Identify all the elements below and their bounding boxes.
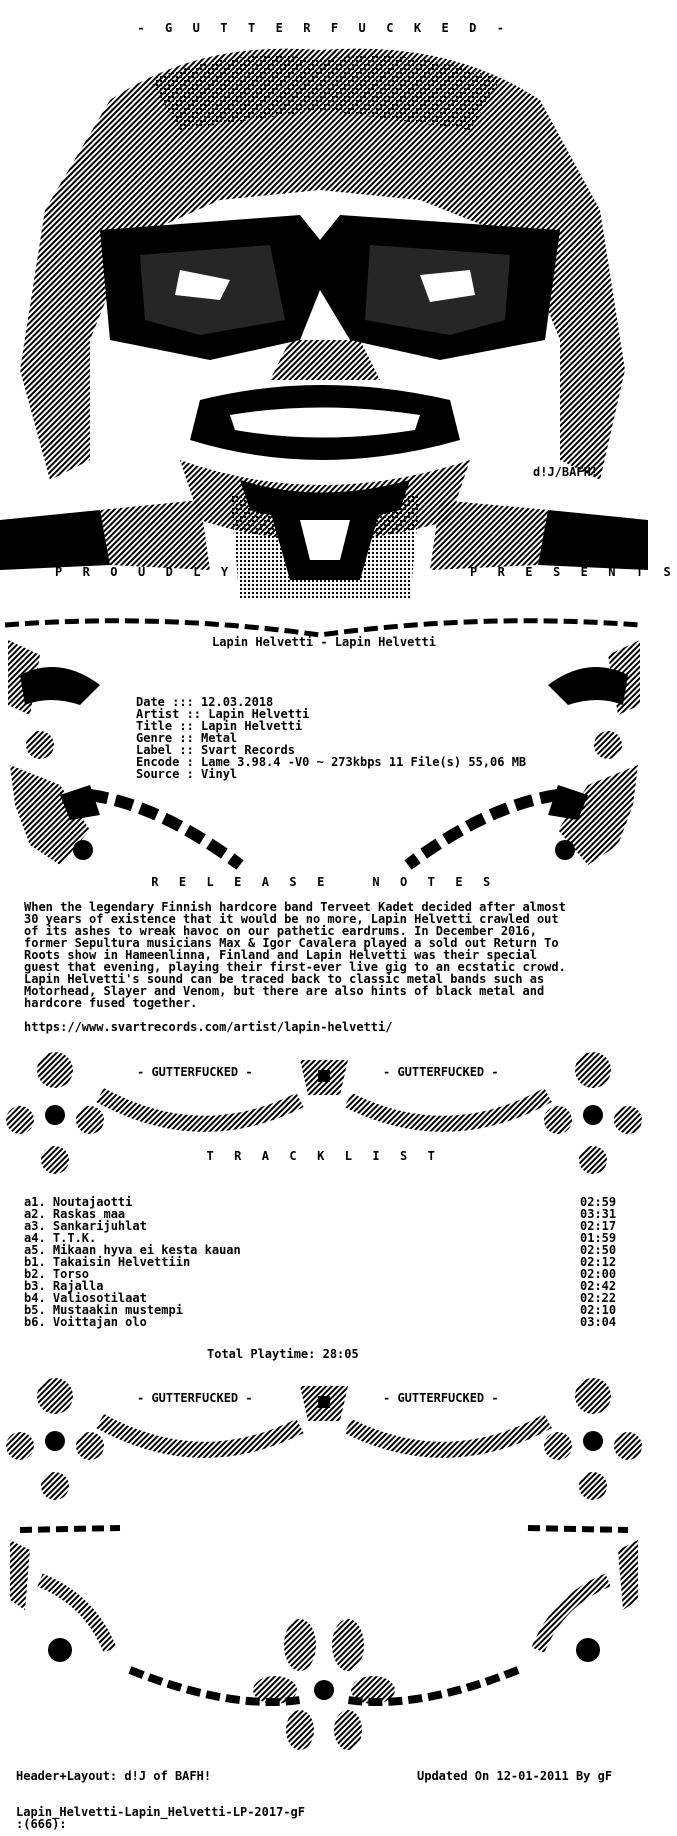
track-label: a2. Raskas maa [24,1207,126,1221]
notes-line: When the legendary Finnish hardcore band Terveet Kadet decided after almost [24,900,566,914]
group-short-label: gF [311,565,326,579]
info-value: Lapin Helvetti [201,719,303,733]
track-list [24,1196,624,1328]
info-row-source [136,768,526,780]
total-playtime: Total Playtime: 28:05 [207,1347,359,1361]
info-key: Date ::: [136,695,194,709]
track-label: a3. Sankarijuhlat [24,1219,147,1233]
info-value: Lame 3.98.4 -V0 ~ 273kbps 11 File(s) 55,06 MB [201,755,527,769]
presents-label: P R E S E N T S [470,565,677,579]
track-label: b3. Rajalla [24,1279,104,1293]
artist-signature: d!J/BAFH! [533,465,599,479]
info-key: Artist :: [136,707,202,721]
track-label: a5. Mikaan hyva ei kesta kauan [24,1243,241,1257]
track-label: b1. Takaisin Helvettiin [24,1255,191,1269]
divider-right-label: - GUTTERFUCKED - [383,1065,499,1079]
track-time: 02:50 [580,1243,617,1257]
info-key: Encode : [136,755,194,769]
track-time: 02:00 [580,1267,617,1281]
track-time: 02:12 [580,1255,617,1269]
info-value: Metal [201,731,238,745]
notes-line: former Sepultura musicians Max & Igor Cavalera played a sold out Return To [24,936,559,950]
notes-line: guest that evening, playing their first-ever live gig to an ecstatic crowd. [24,960,566,974]
notes-line: hardcore fused together. [24,996,198,1010]
track-label: b4. Valiosotilaat [24,1291,147,1305]
release-notes-heading: R E L E A S E N O T E S [151,875,497,889]
track-time: 02:17 [580,1219,617,1233]
info-value: Vinyl [201,767,238,781]
signature-tag: :(666): [16,1817,67,1831]
track-time: 02:59 [580,1195,617,1209]
track-row [24,1256,624,1268]
info-value: Lapin Helvetti [208,707,310,721]
face-ascii-art [0,40,648,620]
artist-link[interactable]: https://www.svartrecords.com/artist/lapin-helvetti/ [24,1020,393,1034]
info-value: Svart Records [201,743,295,757]
layout-credits: Header+Layout: d!J of BAFH! [16,1769,212,1783]
track-time: 03:31 [580,1207,617,1221]
release-notes-body [24,901,639,1009]
track-label: a1. Noutajaotti [24,1195,133,1209]
release-heading: Lapin Helvetti - Lapin Helvetti [212,635,436,649]
info-key: Genre :: [136,731,194,745]
release-info-block [136,696,526,780]
divider-left-label: - GUTTERFUCKED - [137,1391,253,1405]
group-title: - G U T T E R F U C K E D - [137,21,511,35]
track-time: 02:10 [580,1303,617,1317]
tracklist-heading: T R A C K L I S T [206,1149,442,1163]
info-key: Source : [136,767,194,781]
track-label: b2. Torso [24,1267,90,1281]
divider-right-label: - GUTTERFUCKED - [383,1391,499,1405]
track-time: 01:59 [580,1231,617,1245]
notes-line: of its ashes to wreak havoc on our pathetic eardrums. In December 2016, [24,924,537,938]
bottom-frame-art [0,1520,648,1760]
info-key: Title :: [136,719,194,733]
track-time: 02:22 [580,1291,617,1305]
track-label: b5. Mustaakin mustempi [24,1303,183,1317]
info-value: 12.03.2018 [201,695,274,709]
flourish-divider-art [0,1366,648,1506]
updated-label: Updated On 12-01-2011 By gF [417,1769,613,1783]
notes-line: Roots show in Hameenlinna, Finland and Lapin Helvetti was their special [24,948,537,962]
track-row [24,1316,624,1328]
proudly-label: P R O U D L Y [55,565,235,579]
divider-left-label: - GUTTERFUCKED - [137,1065,253,1079]
notes-line: Motorhead, Slayer and Venom, but there are also hints of black metal and [24,984,545,998]
release-name: Lapin_Helvetti-Lapin_Helvetti-LP-2017-gF [16,1805,305,1819]
notes-line: 30 years of existence that it would be no more, Lapin Helvetti crawled out [24,912,559,926]
track-time: 03:04 [580,1315,617,1329]
track-label: b6. Voittajan olo [24,1315,147,1329]
track-label: a4. T.T.K. [24,1231,97,1245]
track-row [24,1268,624,1280]
track-row [24,1220,624,1232]
info-key: Label :: [136,743,194,757]
notes-line: Lapin Helvetti's sound can be traced back to classic metal bands such as [24,972,545,986]
track-time: 02:42 [580,1279,617,1293]
